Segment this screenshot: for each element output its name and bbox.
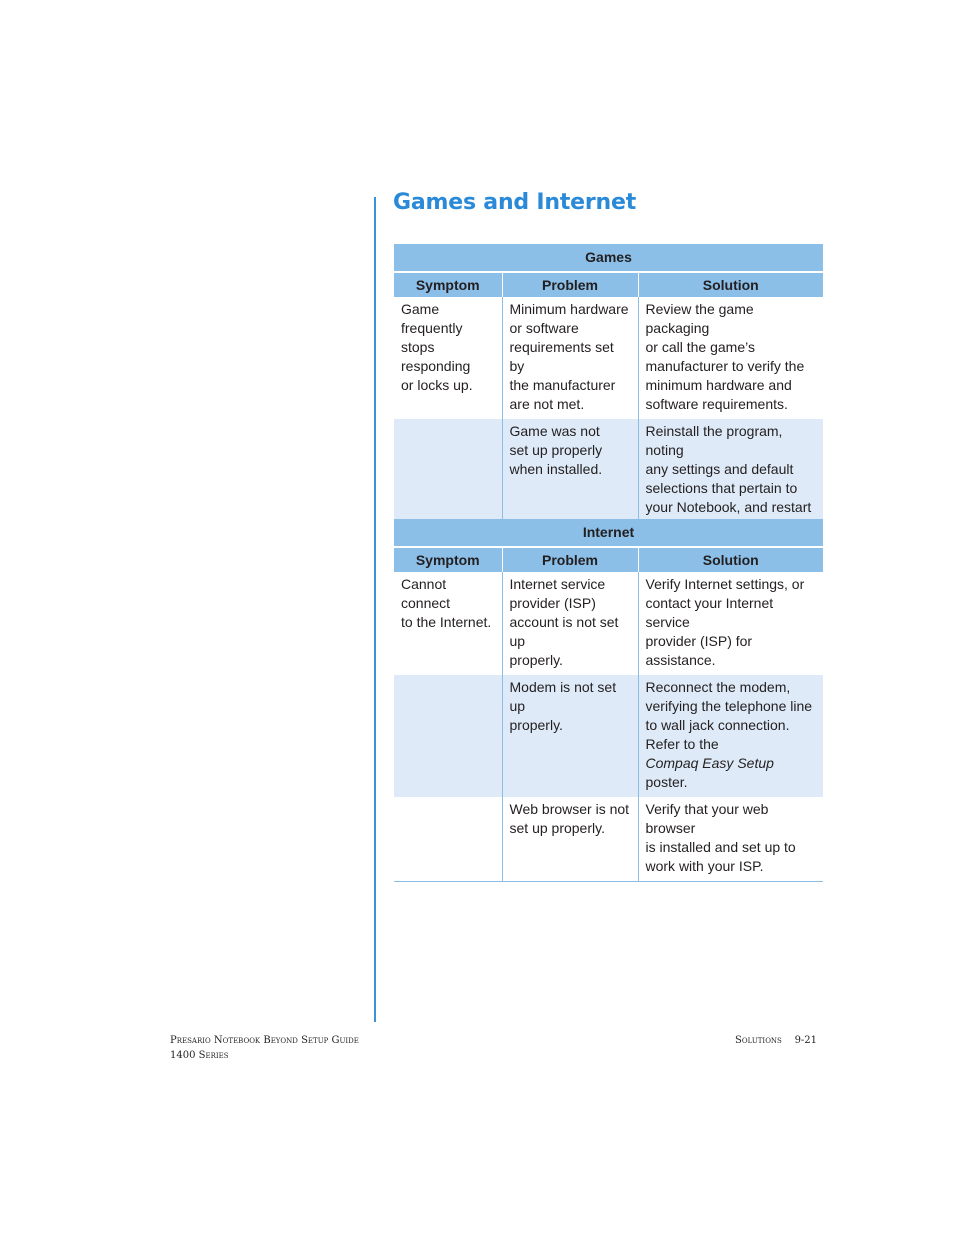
page-title: Games and Internet [393, 190, 637, 215]
margin-rule [374, 197, 376, 1022]
games-table [394, 244, 823, 542]
symptom-text: Cannot connect to the Internet. [401, 576, 492, 630]
games-group-header: Games [394, 244, 823, 272]
solution-text: Verify that your web browser is installed and set up to work with your ISP. [645, 801, 796, 874]
symptom-cell [394, 675, 502, 797]
table-row [394, 572, 823, 675]
solution-cell [638, 797, 823, 882]
solution-text-tail: poster. [645, 774, 688, 790]
problem-text: Web browser is not set up properly. [509, 801, 630, 836]
symptom-cell [394, 797, 502, 882]
solution-cell [638, 297, 823, 419]
internet-group-header: Internet [394, 519, 823, 547]
problem-cell [502, 797, 638, 882]
table-row [394, 297, 823, 419]
solution-text-main: Reconnect the modem, verifying the telephone line to wall jack connection. Refer to the [645, 679, 813, 752]
problem-column-header: Problem [502, 547, 638, 572]
footer-line-2: 1400 Series [170, 1050, 229, 1061]
problem-text: Game was not set up properly when installed. [509, 423, 603, 477]
solution-text: Reinstall the program, noting any settings and default selections that pertain to your Notebook, and restart [645, 423, 812, 515]
solution-cell [638, 675, 823, 797]
symptom-column-header: Symptom [394, 547, 502, 572]
solution-text: Review the game packaging or call the game’s manufacturer to verify the minimum hardware and software requirements. [645, 301, 805, 412]
solution-column-header: Solution [638, 272, 823, 297]
footer-page-number: Solutions 9-21 [735, 1035, 818, 1046]
symptom-text: Game frequently stops responding or locks up. [401, 301, 473, 393]
footer-book-title [170, 1033, 359, 1063]
solution-text: Verify Internet settings, or contact your Internet service provider (ISP) for assistance. [645, 576, 805, 668]
table-row [394, 797, 823, 882]
solution-cell [638, 572, 823, 675]
internet-table [394, 519, 823, 882]
footer-line-1: Presario Notebook Beyond Setup Guide [170, 1035, 359, 1046]
solution-column-header: Solution [638, 547, 823, 572]
problem-text: Internet service provider (ISP) account is not set up properly. [509, 576, 619, 668]
problem-text: Minimum hardware or software requirements set by the manufacturer are not met. [509, 301, 629, 412]
symptom-cell [394, 572, 502, 675]
problem-cell [502, 675, 638, 797]
poster-title: Compaq Easy Setup [645, 755, 774, 771]
problem-text: Modem is not set up properly. [509, 679, 617, 733]
problem-cell [502, 572, 638, 675]
table-row [394, 675, 823, 797]
symptom-cell [394, 297, 502, 419]
solution-text [646, 678, 817, 792]
symptom-column-header: Symptom [394, 272, 502, 297]
problem-column-header: Problem [502, 272, 638, 297]
problem-cell [502, 297, 638, 419]
